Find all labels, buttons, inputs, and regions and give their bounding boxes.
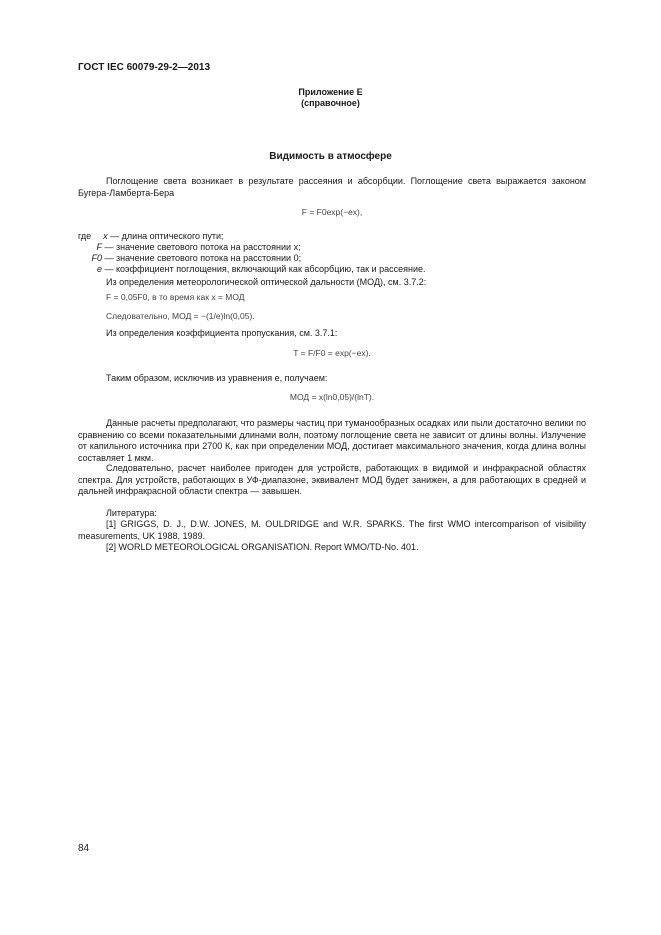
formula-beer-lambert: F = F0exp(−ex), <box>301 207 363 217</box>
mod-result: Следовательно, МОД = −(1/e)ln(0,05). <box>106 311 255 321</box>
definition-symbol: F0 <box>91 253 102 263</box>
annex-title: Приложение E <box>298 87 363 97</box>
mod-condition: F = 0,05F0, в то время как x = МОД <box>106 292 245 302</box>
definition-symbol: x <box>103 231 108 241</box>
definition-symbol: e <box>96 264 102 274</box>
where-label: где <box>78 231 92 241</box>
page-number: 84 <box>78 843 90 854</box>
definition-text: — длина оптического пути; <box>110 231 224 241</box>
intro-paragraph: Поглощение света возникает в результате рассеяния и абсорбции. Поглощение света выражается законом Бугера-Ламберта-Бера <box>78 176 586 198</box>
definition-row <box>78 253 586 265</box>
definition-row <box>78 242 586 254</box>
formula-transmission: T = F/F0 = exp(−ex). <box>293 348 371 358</box>
literature-title: Литература: <box>106 508 157 518</box>
transmission-definition: Из определения коэффициента пропускания, см. 3.7.1: <box>106 328 338 338</box>
definition-symbol: F <box>96 242 102 252</box>
definition-text: — коэффициент поглощения, включающий как абсорбцию, так и рассеяние. <box>104 264 426 274</box>
document-header: ГОСТ IEC 60079-29-2—2013 <box>78 62 211 73</box>
annex-type: (справочное) <box>301 98 360 108</box>
definition-row <box>78 231 586 243</box>
mod-definition: Из определения метеорологической оптической дальности (МОД), см. 3.7.2: <box>106 277 427 287</box>
section-title: Видимость в атмосфере <box>269 151 392 162</box>
reference-item: [2] WORLD METEOROLOGICAL ORGANISATION. Report WMO/TD-No. 401. <box>106 542 419 552</box>
exclude-statement: Таким образом, исключив из уравнения e, получаем: <box>106 373 328 383</box>
definition-row <box>78 264 586 276</box>
definition-text: — значение светового потока на расстоянии 0; <box>104 253 302 263</box>
paragraph-particles: Данные расчеты предполагают, что размеры частиц при туманообразных осадках или пыли достаточно велики по сравнению со всеми показательными длинами волн, поэтому поглощение света не зависит от длины волны. Излучение от капильного источника при 2700 К, как при определении МОД, достигает максимального значения, когда длина волны составляет 1 мкм. <box>78 418 586 463</box>
paragraph-conclusion: Следовательно, расчет наиболее пригоден для устройств, работающих в видимой и инфракрасной областях спектра. Для устройств, работающих в УФ-диапазоне, эквивалент МОД будет занижен, а для работающих в средней и дальней инфракрасной области спектра — завышен. <box>78 463 586 496</box>
definition-text: — значение светового потока на расстоянии x; <box>104 242 301 252</box>
reference-item: [1] GRIGGS, D. J., D.W. JONES, M. OULDRIDGE and W.R. SPARKS. The first WMO intercomparison of visibility measurements, UK 1988, 1989. <box>78 519 586 541</box>
formula-mod: МОД = x(ln0,05)/(lnT). <box>289 392 375 402</box>
